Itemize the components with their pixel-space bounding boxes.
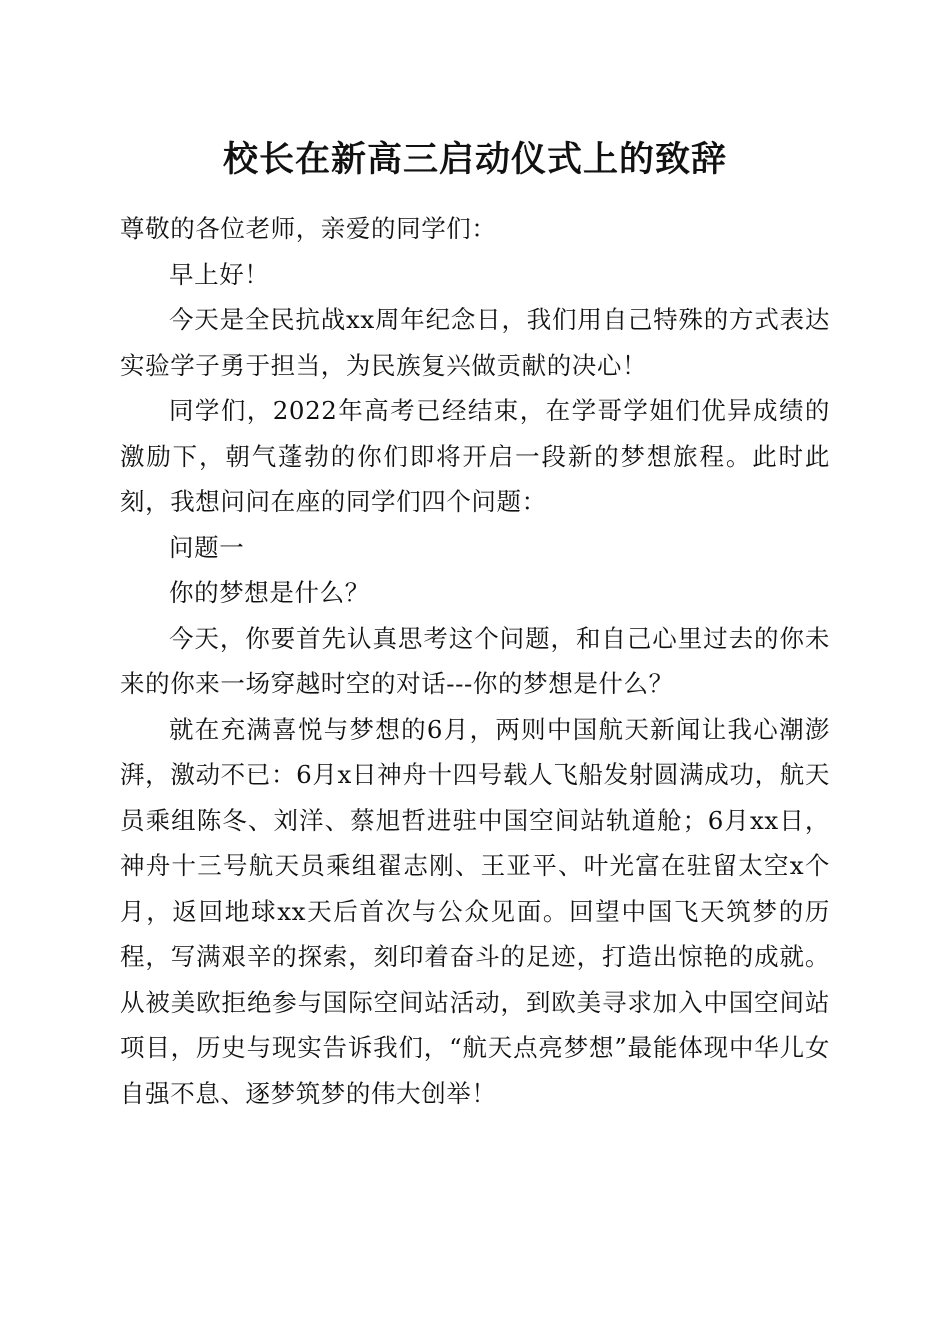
salutation: 尊敬的各位老师，亲爱的同学们： bbox=[120, 214, 497, 243]
paragraph-greeting: 早上好！ bbox=[169, 259, 270, 289]
paragraph-space-news: 就在充满喜悦与梦想的6月，两则中国航天新闻让我心潮澎湃，激动不已：6月x日神舟十四号载人飞船发射圆满成功，航天员乘组陈冬、刘洋、蔡旭哲进驻中国空间站轨道舱；6月xx日，神舟十三号航天员乘组翟志刚、王亚平、叶光富在驻留太空x个月，返回地球xx天后首次与公众见面。回望中国飞天筑梦的历程，写满艰辛的探索，刻印着奋斗的足迹，打造出惊艳的成就。从被美欧拒绝参与国际空间站活动，到欧美寻求加入中国空间站项目，历史与现实告诉我们，“航天点亮梦想”最能体现中华儿女自强不息、逐梦筑梦的伟大创举！ bbox=[120, 714, 830, 1108]
paragraph-question-text: 你的梦想是什么？ bbox=[169, 578, 370, 607]
document-body bbox=[120, 206, 830, 1116]
paragraph-new-journey: 同学们，2022年高考已经结束，在学哥学姐们优异成绩的激励下，朝气蓬勃的你们即将开启一段新的梦想旅程。此时此刻，我想问问在座的同学们四个问题： bbox=[120, 396, 830, 516]
paragraph-anniversary: 今天是全民抗战xx周年纪念日，我们用自己特殊的方式表达实验学子勇于担当，为民族复兴做贡献的决心！ bbox=[120, 305, 830, 380]
paragraph-reflection: 今天，你要首先认真思考这个问题，和自己心里过去的你未来的你来一场穿越时空的对话---你的梦想是什么？ bbox=[120, 623, 830, 698]
document-title: 校长在新高三启动仪式上的致辞 bbox=[222, 139, 727, 180]
paragraph-question-heading: 问题一 bbox=[169, 532, 245, 562]
